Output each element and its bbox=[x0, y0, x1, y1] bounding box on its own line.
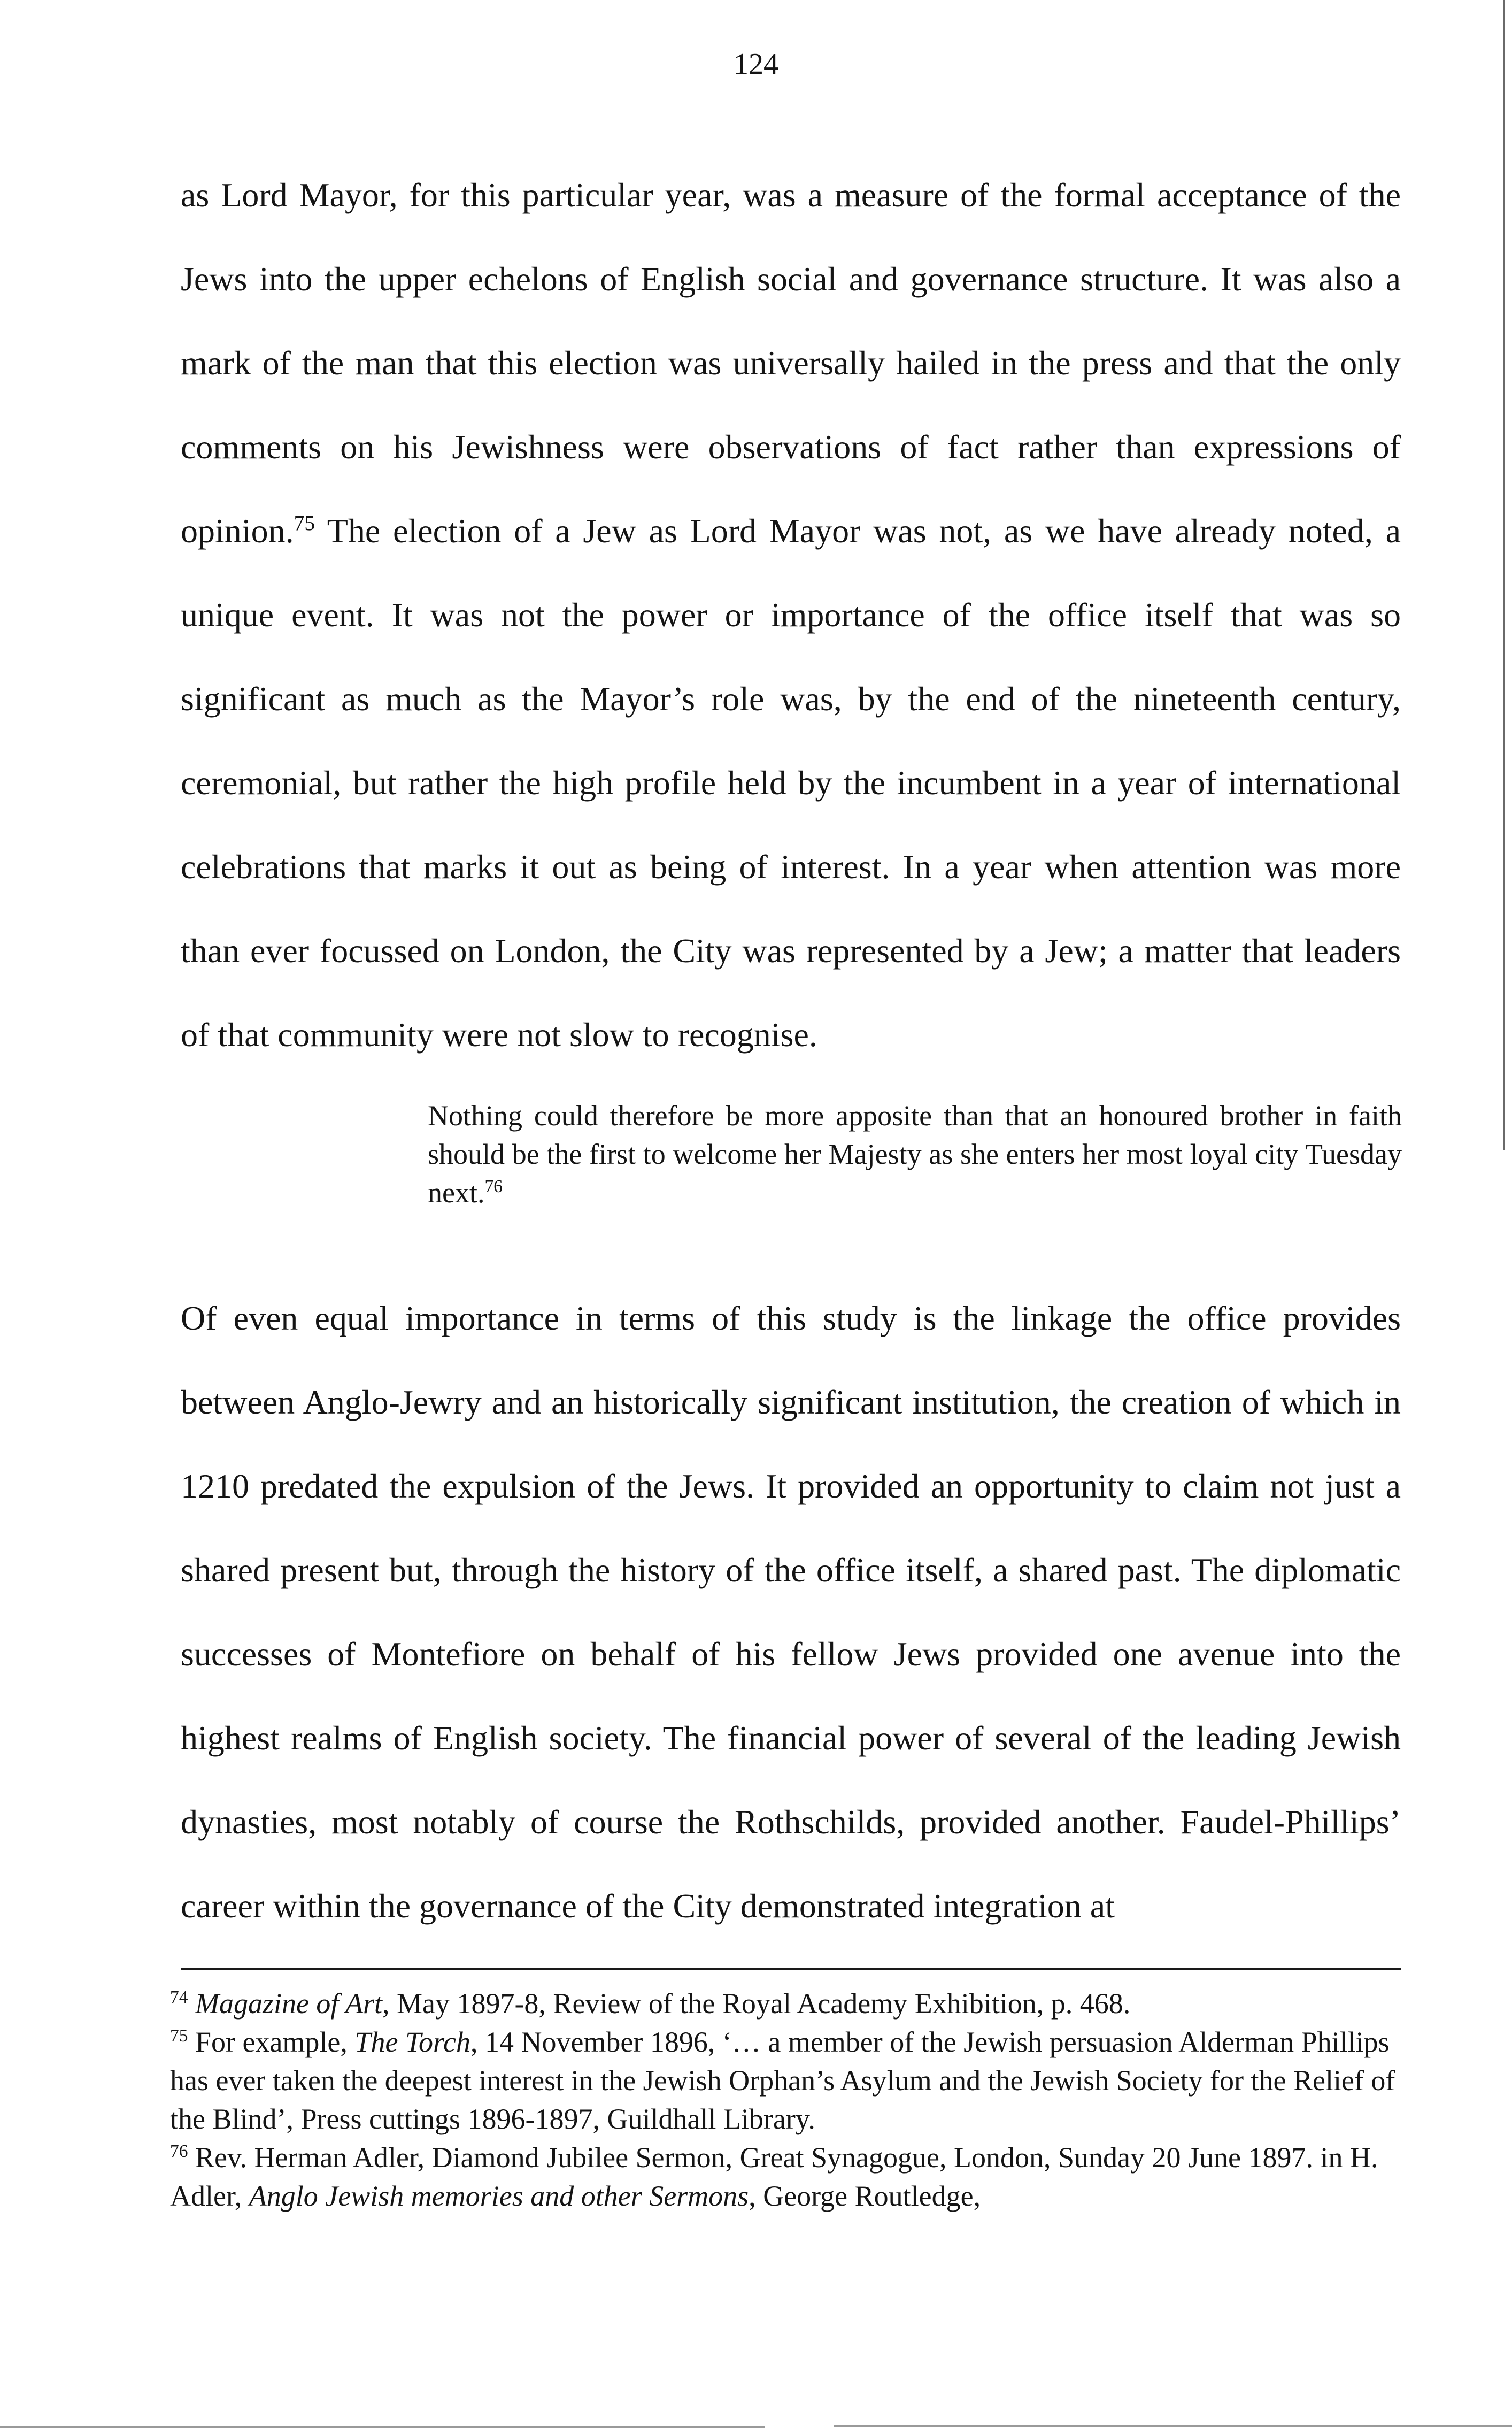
paragraph-1-text-b: The election of a Jew as Lord Mayor was not, as we have already noted, a unique event. It was not the power or importance of the office itself that was so significant as much as the Mayor’s role was, by the end of the nineteenth century, ceremonial, but rather the high profile held by the incumbent in a year of international celebrations that marks it out as being of interest. In a year when attention was more than ever focussed on London, the City was represented by a Jew; a matter that leaders of that community were not slow to recognise. bbox=[181, 512, 1401, 1054]
page-number: 124 bbox=[734, 48, 778, 81]
footnote-75-text-a: For example, bbox=[188, 2026, 355, 2058]
scan-edge-line-bottom-left bbox=[0, 2426, 765, 2428]
footnote-74-text: , May 1897-8, Review of the Royal Academy Exhibition, p. 468. bbox=[382, 1987, 1131, 2020]
scan-edge-line-right bbox=[1503, 0, 1505, 1150]
footnote-74-number: 74 bbox=[170, 1987, 188, 2007]
footnote-76-title: Anglo Jewish memories and other Sermons bbox=[249, 2180, 749, 2212]
footnote-74 bbox=[170, 1984, 1405, 2023]
footnote-divider bbox=[181, 1968, 1401, 1970]
body-paragraph-1 bbox=[181, 153, 1401, 1077]
paragraph-1-text-a: as Lord Mayor, for this particular year, was a measure of the formal acceptance of the Jews into the upper echelons of English social and governance structure. It was also a mark of the man that this election was universally hailed in the press and that the only comments on his Jewishness were observations of fact rather than expressions of opinion. bbox=[181, 176, 1401, 550]
footnote-ref-76: 76 bbox=[484, 1177, 503, 1196]
block-quote-text: Nothing could therefore be more apposite than that an honoured brother in faith should be the first to welcome her Majesty as she enters her most loyal city Tuesday next. bbox=[428, 1100, 1402, 1209]
footnotes-section bbox=[170, 1984, 1405, 2215]
footnote-76 bbox=[170, 2138, 1405, 2215]
footnote-76-text-b: , George Routledge, bbox=[749, 2180, 981, 2212]
footnote-ref-75: 75 bbox=[294, 511, 315, 535]
footnote-75-text-b: , 14 November 1896, ‘… a member of the Jewish persuasion Alderman Phillips has ever taken the deepest interest in the Jewish Orphan’s Asylum and the Jewish Society for the Relief of the Blind’, Press cuttings 1896-1897, Guildhall Library. bbox=[170, 2026, 1395, 2135]
footnote-75-title: The Torch bbox=[354, 2026, 470, 2058]
body-paragraph-2: Of even equal importance in terms of this study is the linkage the office provides between Anglo-Jewry and an historically significant institution, the creation of which in 1210 predated the expulsion of the Jews. It provided an opportunity to claim not just a shared present but, through the history of the office itself, a shared past. The diplomatic successes of Montefiore on behalf of his fellow Jews provided one avenue into the highest realms of English society. The financial power of several of the leading Jewish dynasties, most notably of course the Rothschilds, provided another. Faudel-Phillips’ career within the governance of the City demonstrated integration at bbox=[181, 1299, 1401, 1925]
footnote-76-text-a: Rev. Herman Adler, Diamond Jubilee Sermon, Great Synagogue, London, Sunday 20 June 1897. in H. Adler, bbox=[170, 2141, 1378, 2212]
footnote-75-number: 75 bbox=[170, 2026, 188, 2046]
block-quote bbox=[428, 1096, 1402, 1212]
scan-edge-line-bottom-right bbox=[834, 2425, 1512, 2427]
footnote-76-number: 76 bbox=[170, 2141, 188, 2161]
footnote-74-title: Magazine of Art bbox=[195, 1987, 382, 2020]
footnote-75 bbox=[170, 2023, 1405, 2138]
